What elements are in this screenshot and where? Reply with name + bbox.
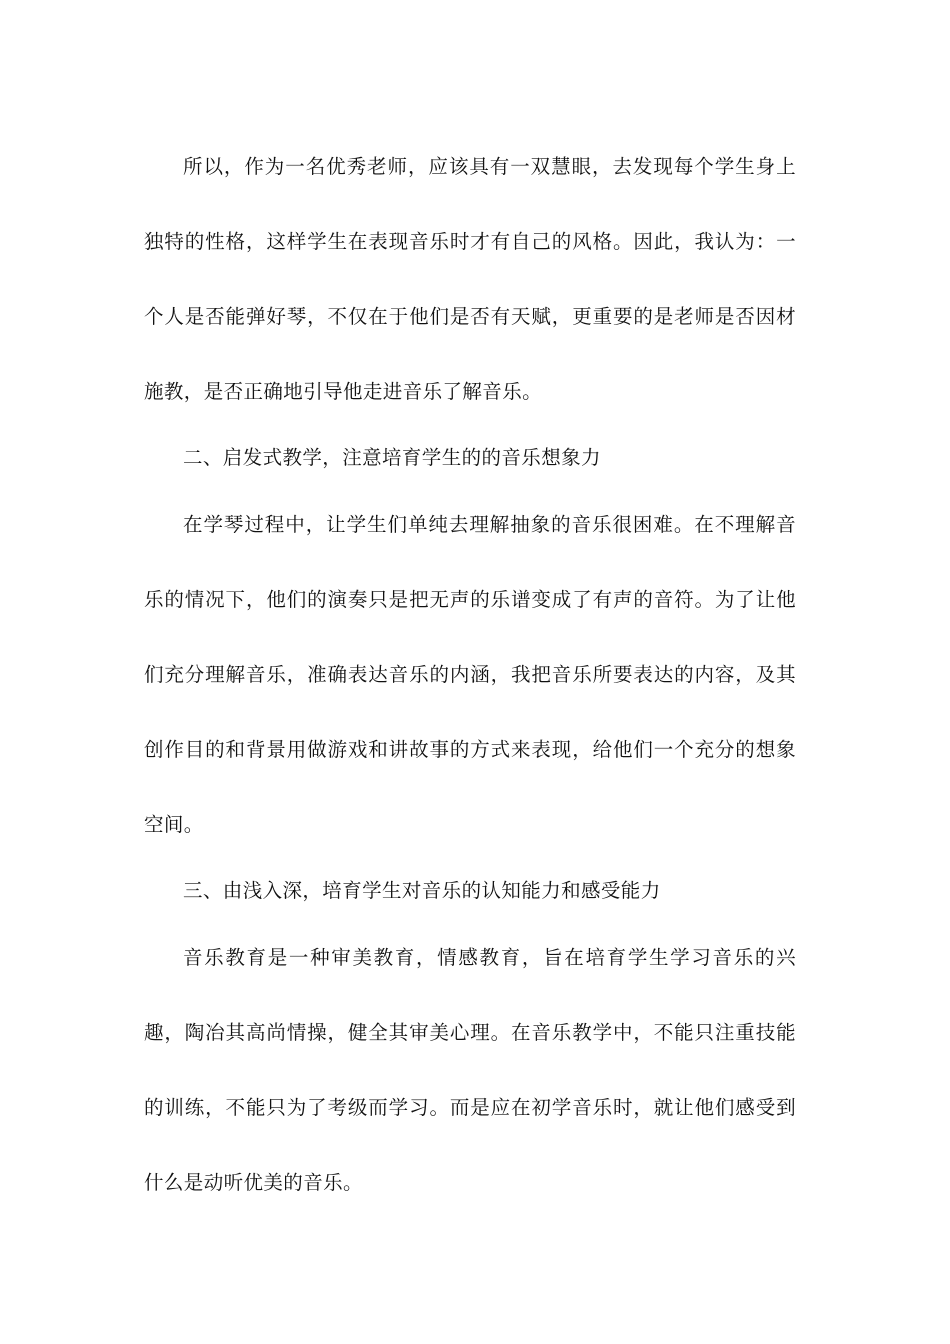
paragraph-music-imagination: 在学琴过程中，让学生们单纯去理解抽象的音乐很困难。在不理解音乐的情况下，他们的演奏只是把无声的乐谱变成了有声的音符。为了让他们充分理解音乐，准确表达音乐的内涵，我把音乐所要表达的内容，及其创作目的和背景用做游戏和讲故事的方式来表现，给他们一个充分的想象空间。 bbox=[144, 513, 796, 836]
paragraph-aesthetic-education: 音乐教育是一种审美教育，情感教育，旨在培育学生学习音乐的兴趣，陶冶其高尚情操，健全其审美心理。在音乐教学中，不能只注重技能的训练，不能只为了考级而学习。而是应在初学音乐时，就让他们感受到什么是动听优美的音乐。 bbox=[144, 946, 796, 1194]
document-body bbox=[144, 129, 796, 1220]
section-heading-step-by-step: 三、由浅入深，培育学生对音乐的认知能力和感受能力 bbox=[183, 879, 661, 902]
paragraph-teacher-insight: 所以，作为一名优秀老师，应该具有一双慧眼，去发现每个学生身上独特的性格，这样学生在表现音乐时才有自己的风格。因此，我认为：一个人是否能弹好琴，不仅在于他们是否有天赋，更重要的是老师是否因材施教，是否正确地引导他走进音乐了解音乐。 bbox=[144, 155, 796, 403]
section-heading-heuristic-teaching: 二、启发式教学，注意培育学生的的音乐想象力 bbox=[183, 446, 601, 469]
